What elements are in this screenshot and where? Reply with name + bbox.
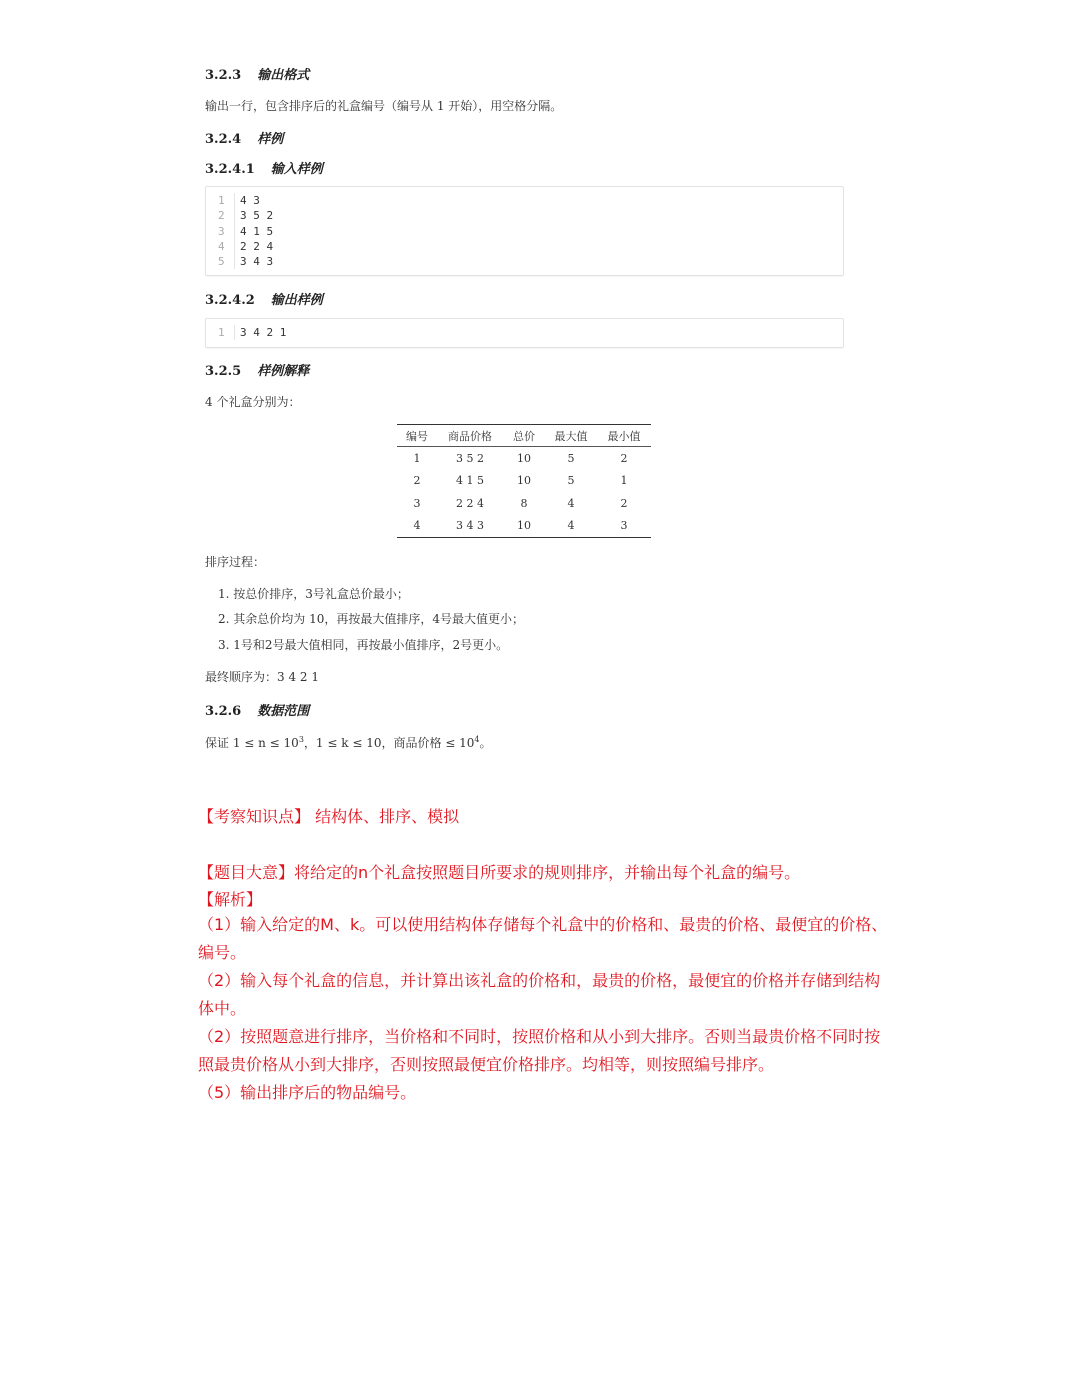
column-header: 总价 bbox=[503, 425, 545, 447]
table-cell: 5 bbox=[567, 451, 575, 465]
range-exponent: 4 bbox=[474, 735, 480, 744]
code-text: 3 5 2 bbox=[240, 209, 274, 223]
line-number: 2 bbox=[218, 209, 225, 223]
section-heading-3-2-4-1 bbox=[205, 158, 323, 177]
section-heading-3-2-4 bbox=[205, 128, 283, 147]
table-cell: 10 bbox=[517, 519, 531, 533]
section-heading-3-2-6 bbox=[205, 700, 309, 719]
column-header: 最小值 bbox=[597, 425, 651, 447]
table-cell: 4 bbox=[413, 519, 421, 533]
gift-box-table bbox=[397, 424, 651, 538]
table-cell: 10 bbox=[517, 474, 531, 488]
sort-step: 2. 其余总价均为 10，再按最大值排序，4号最大值更小； bbox=[218, 612, 524, 626]
table-cell: 8 bbox=[520, 496, 528, 510]
table-cell: 5 bbox=[567, 474, 575, 488]
table-row bbox=[397, 492, 651, 515]
sort-process-title: 排序过程： bbox=[205, 555, 266, 569]
section-title: 数据范围 bbox=[257, 704, 310, 719]
analysis-item: （2）按照题意进行排序，当价格和不同时，按照价格和从小到大排序。否则当最贵价格不同时按照最贵价格从小到大排序，否则按照最便宜价格排序。均相等，则按照编号排序。 bbox=[198, 1027, 881, 1074]
input-sample-codebox bbox=[205, 186, 844, 276]
boxes-intro-text: 4 个礼盒分别为： bbox=[205, 395, 301, 409]
line-number: 4 bbox=[218, 239, 225, 253]
table-row bbox=[397, 470, 651, 493]
code-text: 3 4 3 bbox=[240, 255, 274, 269]
analysis-title: 【解析】 bbox=[198, 890, 263, 909]
line-number: 3 bbox=[218, 224, 225, 238]
section-number: 3.2.4 bbox=[205, 132, 242, 147]
section-title: 输出格式 bbox=[257, 68, 310, 83]
table-cell: 10 bbox=[517, 451, 531, 465]
output-format-text: 输出一行，包含排序后的礼盒编号（编号从 1 开始），用空格分隔。 bbox=[205, 99, 563, 113]
code-line bbox=[206, 208, 843, 223]
range-prefix: 保证 1 ≤ n ≤ 10 bbox=[205, 736, 299, 750]
table-cell: 3 bbox=[620, 519, 628, 533]
line-number: 1 bbox=[218, 194, 225, 207]
analysis-item: （1）输入给定的M、k。可以使用结构体存储每个礼盒中的价格和、最贵的价格、最便宜的价格、编号。 bbox=[198, 915, 888, 962]
column-header: 编号 bbox=[397, 425, 437, 447]
table-cell: 3 4 3 bbox=[456, 519, 484, 533]
table-cell: 4 bbox=[567, 496, 575, 510]
code-line bbox=[206, 239, 843, 254]
code-text: 4 3 bbox=[240, 194, 260, 207]
table-row bbox=[397, 447, 651, 470]
section-number: 3.2.4.2 bbox=[205, 293, 255, 308]
table-cell: 4 1 5 bbox=[456, 474, 484, 488]
code-text: 4 1 5 bbox=[240, 224, 274, 238]
section-number: 3.2.5 bbox=[205, 364, 242, 379]
range-exponent: 3 bbox=[298, 735, 304, 744]
table-header-row bbox=[397, 425, 651, 447]
code-line bbox=[206, 193, 843, 208]
code-line bbox=[206, 325, 843, 340]
table-cell: 1 bbox=[620, 474, 628, 488]
knowledge-points: 【考察知识点】 结构体、排序、模拟 bbox=[198, 807, 460, 826]
range-middle: ，1 ≤ k ≤ 10，商品价格 ≤ 10 bbox=[303, 736, 475, 750]
section-heading-3-2-5 bbox=[205, 360, 309, 379]
table-cell: 1 bbox=[413, 451, 421, 465]
table-cell: 3 5 2 bbox=[456, 451, 484, 465]
section-heading-3-2-4-2 bbox=[205, 289, 323, 308]
code-line bbox=[206, 254, 843, 269]
sort-step: 1. 按总价排序，3号礼盒总价最小； bbox=[218, 587, 409, 601]
section-title: 输入样例 bbox=[270, 162, 323, 177]
analysis-item: （5）输出排序后的物品编号。 bbox=[198, 1083, 417, 1102]
section-title: 输出样例 bbox=[270, 293, 323, 308]
line-number: 5 bbox=[218, 255, 225, 269]
table-cell: 2 bbox=[620, 451, 628, 465]
section-heading-3-2-3 bbox=[205, 64, 309, 83]
table-cell: 2 2 4 bbox=[456, 496, 484, 510]
final-order-text: 最终顺序为：3 4 2 1 bbox=[205, 670, 319, 684]
section-number: 3.2.3 bbox=[205, 68, 242, 83]
sort-step: 3. 1号和2号最大值相同，再按最小值排序，2号更小。 bbox=[218, 638, 509, 652]
problem-summary: 【题目大意】将给定的n个礼盒按照题目所要求的规则排序，并输出每个礼盒的编号。 bbox=[198, 863, 801, 882]
code-line bbox=[206, 224, 843, 239]
table-row bbox=[397, 515, 651, 538]
code-text: 2 2 4 bbox=[240, 239, 274, 253]
table-cell: 2 bbox=[620, 496, 628, 510]
analysis-item: （2）输入每个礼盒的信息，并计算出该礼盒的价格和，最贵的价格，最便宜的价格并存储到结构体中。 bbox=[198, 971, 881, 1018]
section-title: 样例 bbox=[257, 132, 284, 147]
table-cell: 4 bbox=[567, 519, 575, 533]
section-number: 3.2.6 bbox=[205, 704, 242, 719]
range-suffix: 。 bbox=[479, 736, 492, 750]
table-cell: 3 bbox=[413, 496, 421, 510]
column-header: 商品价格 bbox=[437, 425, 503, 447]
output-sample-codebox bbox=[205, 318, 844, 348]
table-cell: 2 bbox=[413, 474, 421, 488]
section-number: 3.2.4.1 bbox=[205, 162, 255, 177]
section-title: 样例解释 bbox=[257, 364, 310, 379]
line-number: 1 bbox=[218, 326, 225, 339]
column-header: 最大值 bbox=[545, 425, 597, 447]
code-text: 3 4 2 1 bbox=[240, 326, 287, 339]
data-range-text bbox=[205, 734, 492, 751]
